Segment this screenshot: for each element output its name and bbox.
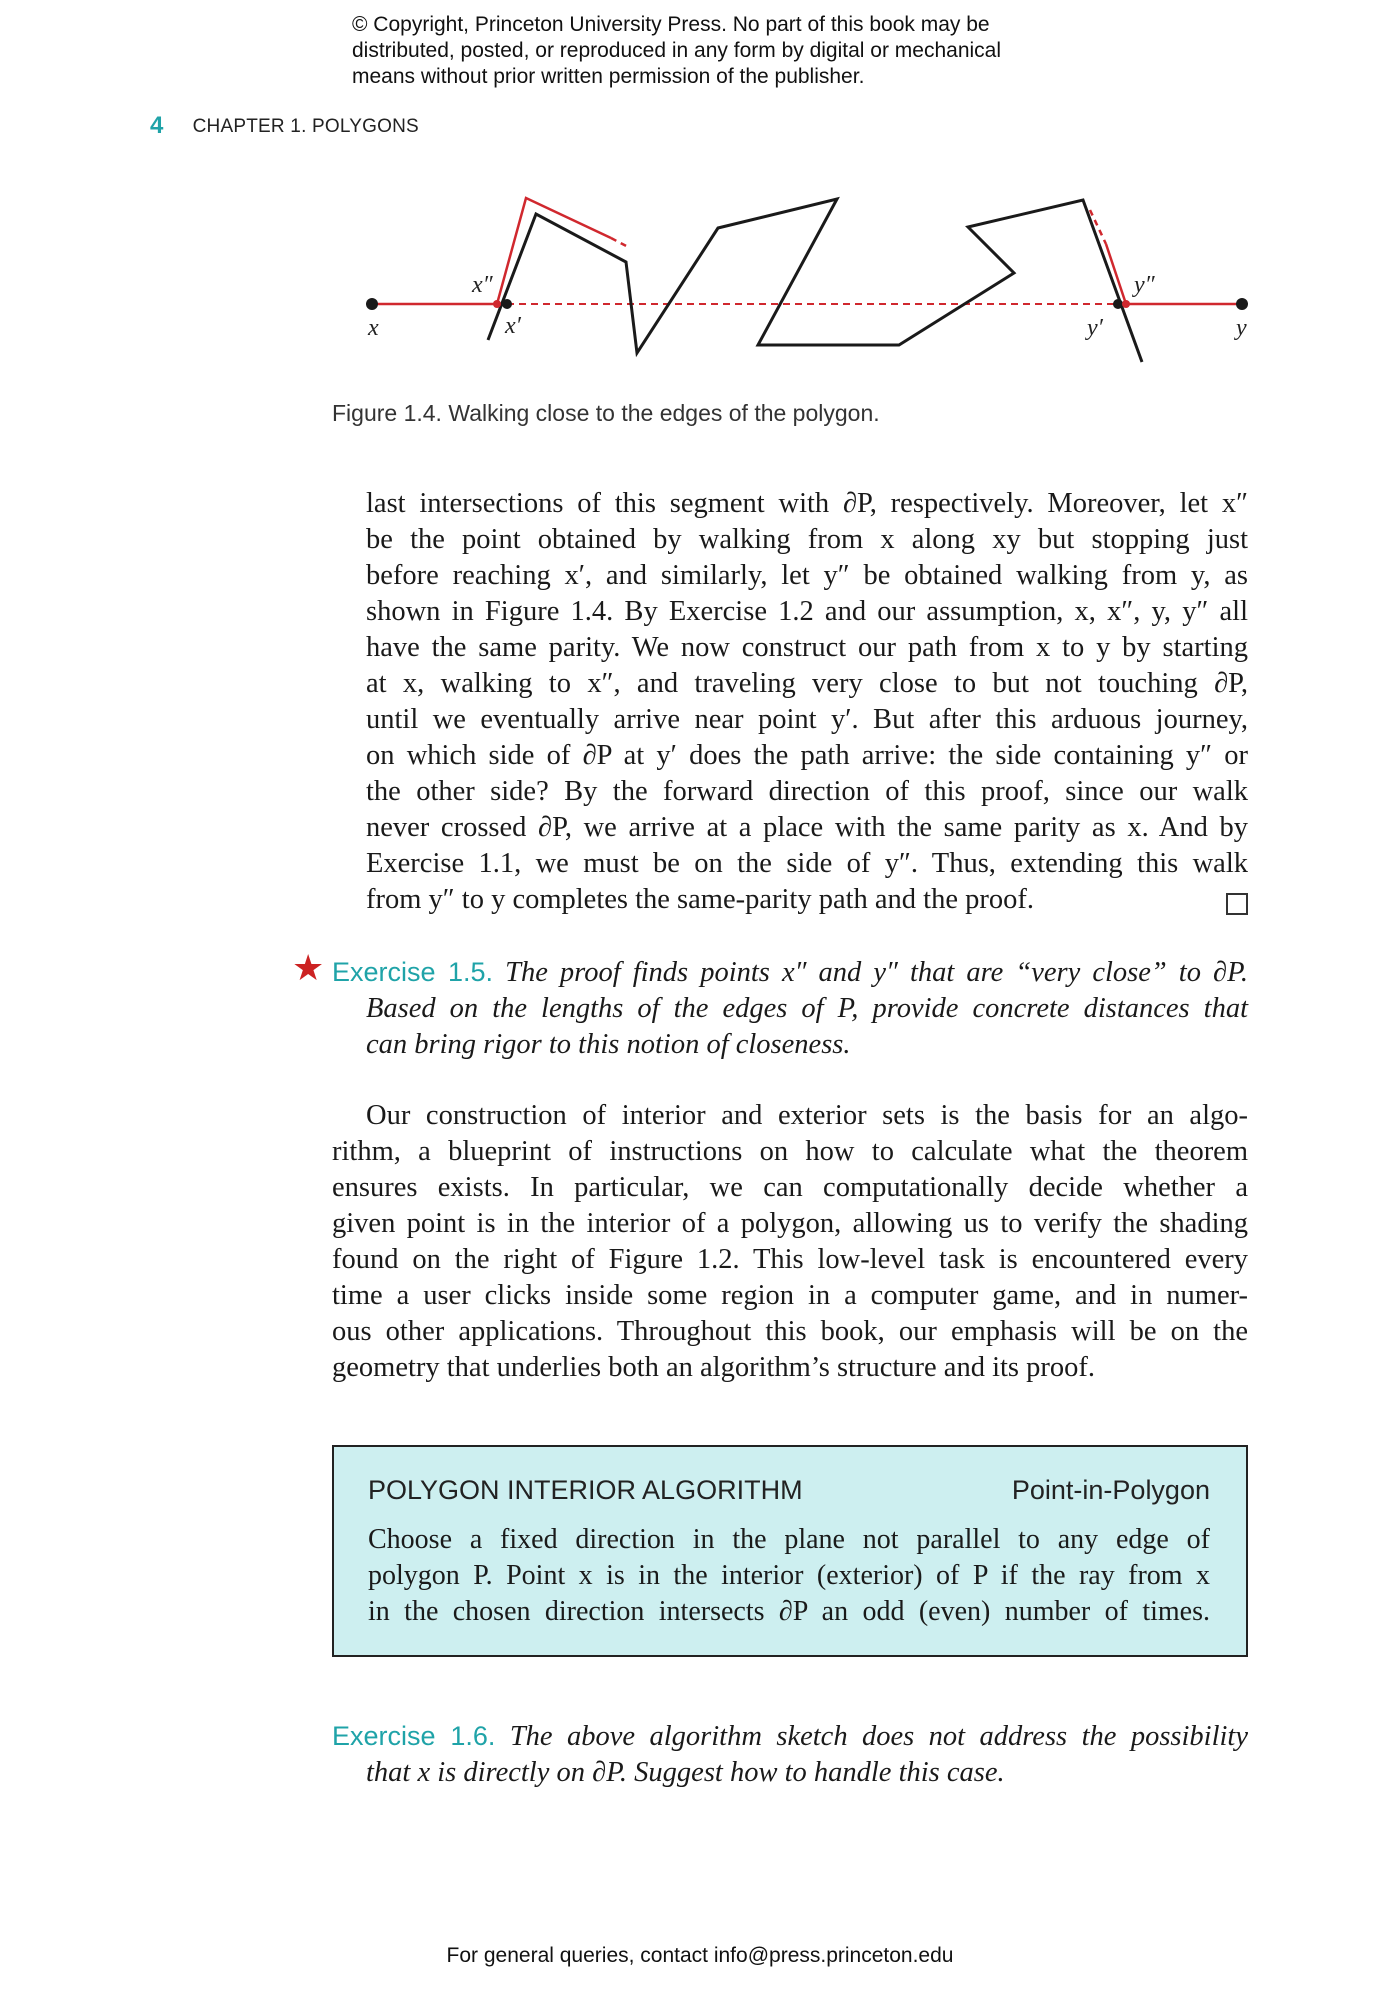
text-line: have the same parity. We now construct our path from x to y by starting: [366, 632, 1248, 663]
copyright-line: © Copyright, Princeton University Press. No part of this book may be: [352, 13, 990, 36]
text-line: that x is directly on ∂P. Suggest how to handle this case.: [366, 1757, 1005, 1788]
text-line: ensures exists. In particular, we can computationally decide whether a: [332, 1172, 1248, 1203]
figure-caption: Figure 1.4. Walking close to the edges of the polygon.: [332, 400, 880, 426]
text-line: [332, 954, 1248, 991]
text-line: geometry that underlies both an algorithm’s structure and its proof.: [332, 1352, 1095, 1383]
figure-polygon-walk: [0, 0, 1400, 380]
point-y: [1236, 298, 1248, 310]
text-line: [332, 1718, 1248, 1755]
text-line: the other side? By the forward direction of this proof, since our walk: [366, 776, 1248, 807]
text-line: Our construction of interior and exterior sets is the basis for an algo-: [366, 1100, 1248, 1131]
text-line: rithm, a blueprint of instructions on how to calculate what the theorem: [332, 1136, 1248, 1167]
copyright-line: distributed, posted, or reproduced in any form by digital or mechanical: [352, 39, 1002, 62]
text-line: Choose a fixed direction in the plane not parallel to any edge of: [368, 1524, 1210, 1555]
text-line: never crossed ∂P, we arrive at a place with the same parity as x. And by: [366, 812, 1248, 843]
label-x: x: [368, 315, 379, 341]
text-line: last intersections of this segment with ∂P, respectively. Moreover, let x″: [366, 488, 1248, 519]
copyright-line: means without prior written permission of the publisher.: [352, 65, 865, 88]
algorithm-tag: Point-in-Polygon: [1011, 1475, 1210, 1505]
point-x: [366, 298, 378, 310]
polygon-boundary: [488, 199, 1142, 362]
label-x-prime: x′: [505, 313, 521, 339]
exercise-label: Exercise 1.5.: [332, 957, 494, 987]
text-line: given point is in the interior of a polygon, allowing us to verify the shading: [332, 1208, 1248, 1239]
proof-paragraph: [366, 486, 1248, 918]
running-head: CHAPTER 1. POLYGONS: [192, 116, 419, 137]
text-line: at x, walking to x″, and traveling very close to but not touching ∂P,: [366, 668, 1248, 699]
qed-box-icon: [1226, 893, 1248, 915]
text-line: from y″ to y completes the same-parity path and the proof.: [366, 884, 1034, 915]
text-line: found on the right of Figure 1.2. This low-level task is encountered every: [332, 1244, 1248, 1275]
walking-path-right: [1106, 244, 1242, 304]
star-icon: ★: [292, 948, 325, 988]
exercise-text: The proof finds points x″ and y″ that are “very close” to ∂P.: [505, 957, 1248, 988]
exercise-1-6: [332, 1718, 1248, 1791]
algorithm-box: [332, 1445, 1248, 1657]
text-line: until we eventually arrive near point y′. But after this arduous journey,: [366, 704, 1248, 735]
point-y-prime: [1113, 299, 1123, 309]
text-line: can bring rigor to this notion of closeness.: [366, 1029, 851, 1060]
point-x-double-prime: [493, 300, 501, 308]
text-line: Based on the lengths of the edges of P, provide concrete distances that: [366, 993, 1248, 1024]
algorithm-body: [368, 1522, 1210, 1630]
text-line: on which side of ∂P at y′ does the path arrive: the side containing y″ or: [366, 740, 1248, 771]
algorithm-paragraph: [332, 1098, 1248, 1386]
point-y-double-prime: [1122, 300, 1130, 308]
algorithm-title: POLYGON INTERIOR ALGORITHM: [368, 1475, 803, 1505]
text-line: in the chosen direction intersects ∂P an odd (even) number of times.: [368, 1596, 1210, 1627]
exercise-1-5: [332, 954, 1248, 1063]
label-y-prime: y′: [1087, 315, 1103, 341]
label-y: y: [1236, 315, 1247, 341]
text-line: be the point obtained by walking from x along xy but stopping just: [366, 524, 1248, 555]
footer-contact: For general queries, contact info@press.princeton.edu: [446, 1944, 954, 1967]
exercise-label: Exercise 1.6.: [332, 1721, 496, 1751]
text-line: before reaching x′, and similarly, let y″ be obtained walking from y, as: [366, 560, 1248, 591]
text-line: time a user clicks inside some region in a computer game, and in numer-: [332, 1280, 1248, 1311]
text-line: polygon P. Point x is in the interior (exterior) of P if the ray from x: [368, 1560, 1210, 1591]
exercise-text: The above algorithm sketch does not address the possibility: [509, 1721, 1249, 1752]
walking-path-left-dash: [611, 238, 630, 248]
page-number: 4: [150, 112, 164, 139]
text-line: shown in Figure 1.4. By Exercise 1.2 and our assumption, x, x″, y, y″ all: [366, 596, 1248, 627]
point-x-prime: [502, 299, 512, 309]
label-y-double-prime: y″: [1134, 272, 1155, 298]
label-x-double-prime: x″: [472, 272, 493, 298]
text-line: ous other applications. Throughout this book, our emphasis will be on the: [332, 1316, 1248, 1347]
text-line: Exercise 1.1, we must be on the side of y″. Thus, extending this walk: [366, 848, 1248, 879]
